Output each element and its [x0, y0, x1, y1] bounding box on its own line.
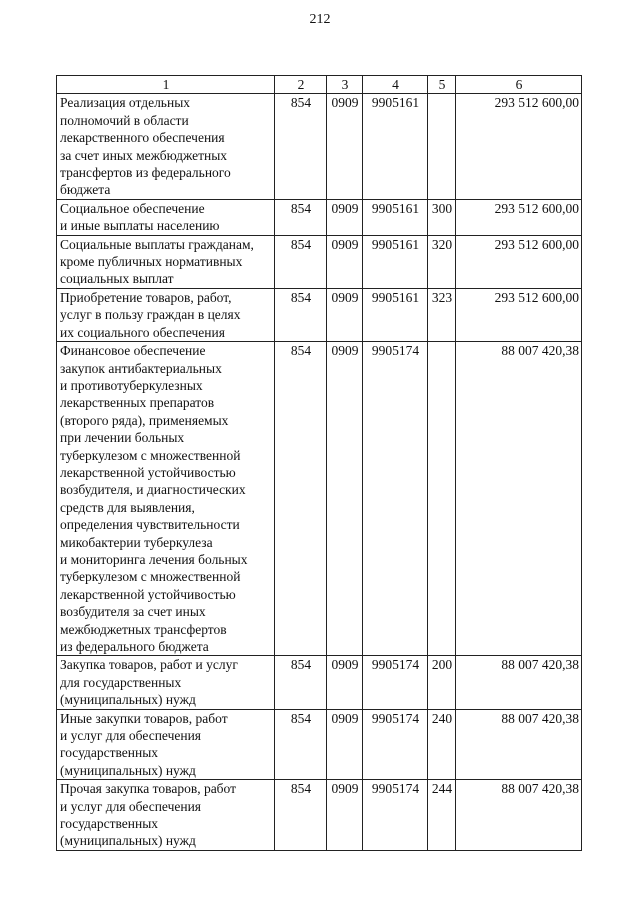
grbs-code-cell: 854 — [275, 199, 327, 235]
grbs-code-cell: 854 — [275, 780, 327, 851]
row-name-cell: Закупка товаров, работ и услуг для государственных (муниципальных) нужд — [57, 656, 275, 709]
sum-cell: 88 007 420,38 — [456, 709, 582, 780]
section-code-cell: 0909 — [327, 656, 363, 709]
target-code-cell: 9905174 — [363, 780, 428, 851]
expense-type-cell: 320 — [428, 235, 456, 288]
sum-cell: 293 512 600,00 — [456, 199, 582, 235]
sum-cell: 293 512 600,00 — [456, 94, 582, 199]
sum-cell: 293 512 600,00 — [456, 288, 582, 341]
table-row — [57, 94, 582, 199]
table-row — [57, 709, 582, 780]
row-name-cell: Социальное обеспечение и иные выплаты населению — [57, 199, 275, 235]
page-number: 212 — [309, 12, 331, 27]
grbs-code-cell: 854 — [275, 709, 327, 780]
expense-type-cell — [428, 94, 456, 199]
expense-type-cell: 240 — [428, 709, 456, 780]
grbs-code-cell: 854 — [275, 94, 327, 199]
row-name-cell: Приобретение товаров, работ, услуг в пользу граждан в целях их социального обеспечения — [57, 288, 275, 341]
expense-type-cell: 300 — [428, 199, 456, 235]
grbs-code-cell: 854 — [275, 656, 327, 709]
column-header: 1 — [57, 76, 275, 94]
section-code-cell: 0909 — [327, 709, 363, 780]
table-row — [57, 656, 582, 709]
target-code-cell: 9905161 — [363, 288, 428, 341]
expense-type-cell: 323 — [428, 288, 456, 341]
column-header: 4 — [363, 76, 428, 94]
table-row — [57, 342, 582, 656]
target-code-cell: 9905174 — [363, 342, 428, 656]
grbs-code-cell: 854 — [275, 288, 327, 341]
row-name-cell: Реализация отдельных полномочий в области лекарственного обеспечения за счет иных межбюджетных трансфертов из федерального бюджета — [57, 94, 275, 199]
row-name-cell: Финансовое обеспечение закупок антибактериальных и противотуберкулезных лекарственных препаратов (второго ряда), применяемых при лечении больных туберкулезом с множественной лекарственной устойчивостью возбудителя, и диагностических средств для выявления, определения чувствительности микобактерии туберкулеза и мониторинга лечения больных туберкулезом с множественной лекарственной устойчивостью возбудителя за счет иных межбюджетных трансфертов из федерального бюджета — [57, 342, 275, 656]
column-header: 3 — [327, 76, 363, 94]
column-header: 2 — [275, 76, 327, 94]
header-row — [57, 76, 582, 94]
target-code-cell: 9905174 — [363, 709, 428, 780]
row-name-cell: Прочая закупка товаров, работ и услуг для обеспечения государственных (муниципальных) нужд — [57, 780, 275, 851]
sum-cell: 88 007 420,38 — [456, 656, 582, 709]
expense-type-cell: 244 — [428, 780, 456, 851]
target-code-cell: 9905174 — [363, 656, 428, 709]
section-code-cell: 0909 — [327, 199, 363, 235]
target-code-cell: 9905161 — [363, 235, 428, 288]
table-row — [57, 288, 582, 341]
section-code-cell: 0909 — [327, 780, 363, 851]
section-code-cell: 0909 — [327, 342, 363, 656]
table-row — [57, 780, 582, 851]
table-row — [57, 199, 582, 235]
expense-type-cell: 200 — [428, 656, 456, 709]
column-header: 6 — [456, 76, 582, 94]
target-code-cell: 9905161 — [363, 199, 428, 235]
grbs-code-cell: 854 — [275, 342, 327, 656]
row-name-cell: Социальные выплаты гражданам, кроме публичных нормативных социальных выплат — [57, 235, 275, 288]
sum-cell: 293 512 600,00 — [456, 235, 582, 288]
sum-cell: 88 007 420,38 — [456, 342, 582, 656]
sum-cell: 88 007 420,38 — [456, 780, 582, 851]
target-code-cell: 9905161 — [363, 94, 428, 199]
section-code-cell: 0909 — [327, 288, 363, 341]
budget-table — [56, 75, 582, 851]
table-row — [57, 235, 582, 288]
section-code-cell: 0909 — [327, 94, 363, 199]
column-header: 5 — [428, 76, 456, 94]
section-code-cell: 0909 — [327, 235, 363, 288]
expense-type-cell — [428, 342, 456, 656]
grbs-code-cell: 854 — [275, 235, 327, 288]
row-name-cell: Иные закупки товаров, работ и услуг для обеспечения государственных (муниципальных) нужд — [57, 709, 275, 780]
